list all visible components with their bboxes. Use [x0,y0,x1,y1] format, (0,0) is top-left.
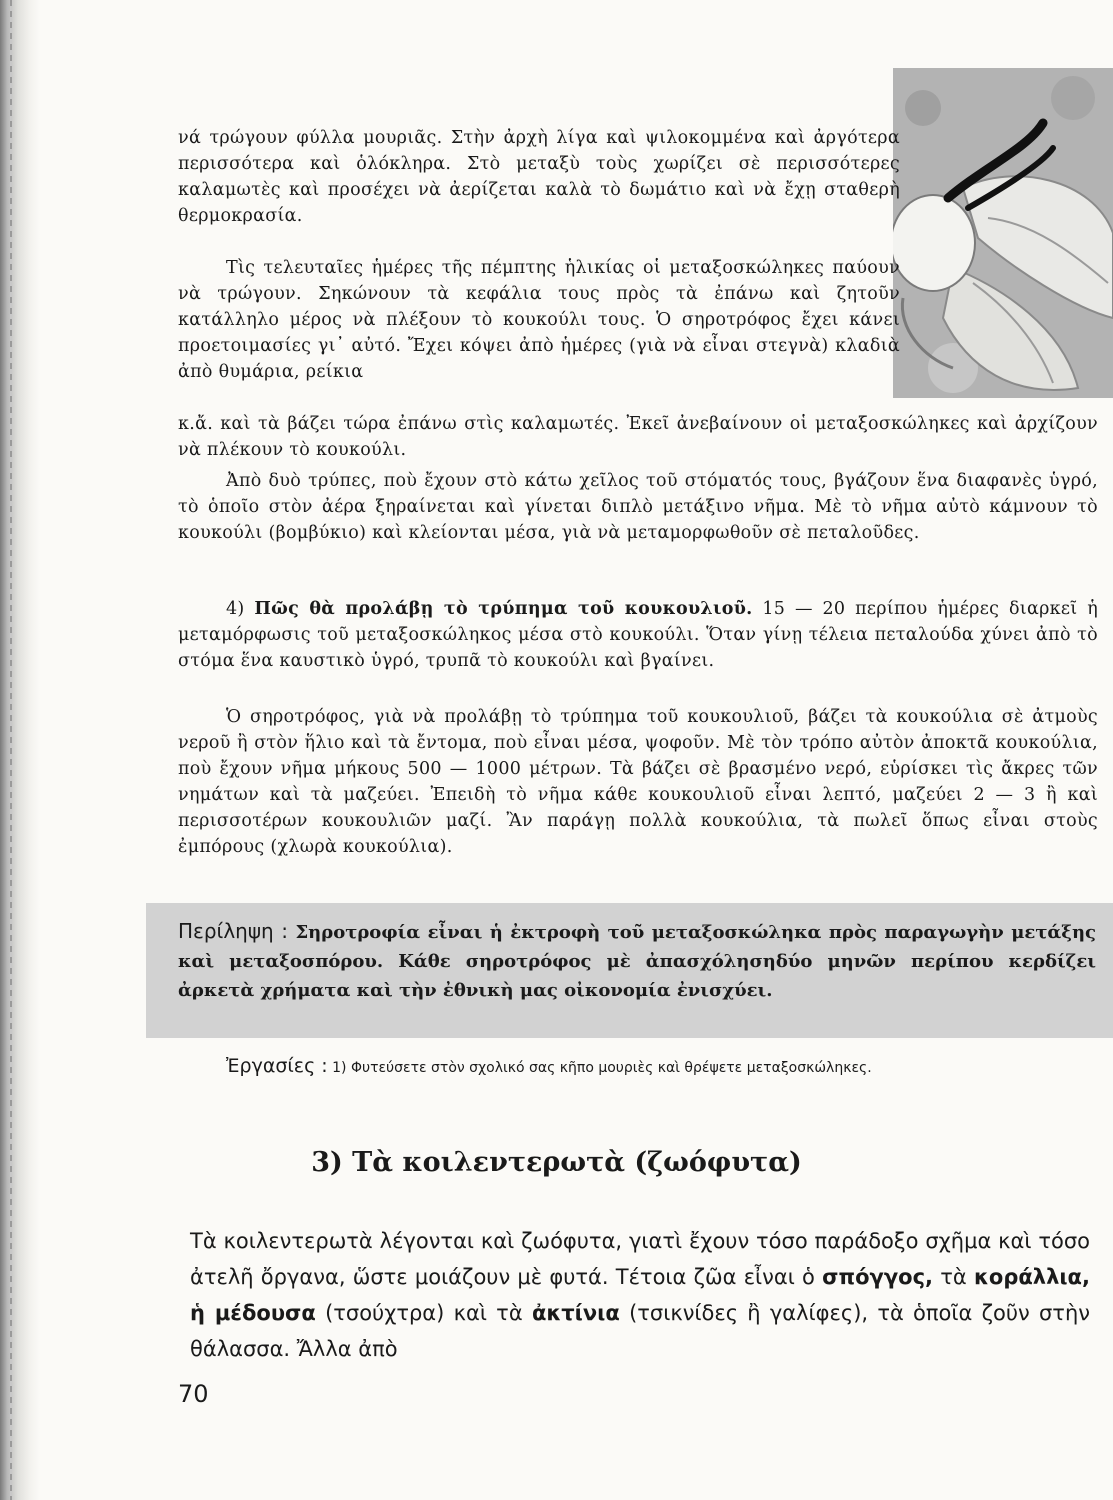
term-coral: κοράλλια, [973,1265,1090,1289]
silk-moth-illustration [893,68,1113,398]
coelenterates-text-2: τὰ [940,1265,967,1289]
tasks-label: Ἐργασίες : [226,1055,328,1077]
summary [178,917,1096,1005]
paragraph-spinning: Τὶς τελευταῖες ἡμέρες τῆς πέμπτης ἡλικίας οἱ μεταξοσκώληκες παύουν νὰ τρώγουν. Σηκώνουν τὰ κεφάλια τους πρὸς τὰ ἐπάνω καὶ ζητοῦν κατάλληλο μέρος νὰ πλέξουν τὸ κουκούλι τους. Ὁ σηροτρόφος ἔχει κάνει προετοιμασίες γι᾽ αὐτό. Ἔχει κόψει ἀπὸ ἡμέρες (γιὰ νὰ εἶναι στεγνὰ) κλαδιὰ ἀπὸ θυμάρια, ρείκια [178,258,900,382]
coelenterates-text-4: (τσικνίδες ἢ γαλίφες), τὰ ὁποῖα ζοῦν στὴν θάλασσα. Ἄλλα ἀπὸ [190,1301,1090,1361]
coelenterates-text-1: Τὰ κοιλεντερωτὰ λέγονται καὶ ζωόφυτα, γιατὶ ἔχουν τόσο παράδοξο σχῆμα καὶ τόσο ἀτελῆ ὄργανα, ὥστε μοιάζουν μὲ φυτά. Τέτοια ζῶα εἶναι ὁ [190,1229,1090,1289]
section-heading: 3) Τὰ κοιλεντερωτὰ (ζωόφυτα) [311,1147,802,1178]
page-binding-edge [0,0,40,1500]
summary-label: Περίληψη : [178,919,288,943]
term-actinia: ἀκτίνια [531,1301,620,1325]
coelenterates-text-3: (τσούχτρα) καὶ τὰ [325,1301,523,1325]
paragraph-coelenterates [190,1223,1090,1367]
tasks-text: 1) Φυτεύσετε στὸν σχολικό σας κῆπο μουριὲς καὶ θρέψετε μεταξοσκώληκες. [332,1060,872,1076]
paragraph-holes: Ἀπὸ δυὸ τρύπες, ποὺ ἔχουν στὸ κάτω χεῖλος τοῦ στόματός τους, βγάζουν ἕνα διαφανὲς ὑγρό, τὸ ὁποῖο στὸν ἀέρα ξηραίνεται καὶ γίνεται διπλὸ μετάξινο νῆμα. Μὲ τὸ νῆμα αὐτὸ κάμνουν τὸ κουκούλι (βομβύκιο) καὶ κλείονται μέσα, γιὰ νὰ μεταμορφωθοῦν σὲ πεταλοῦδες. [178,471,1098,543]
paragraph-4-heading: Πῶς θὰ προλάβῃ τὸ τρύπημα τοῦ κουκουλιοῦ. [254,599,753,619]
term-jellyfish: ἡ μέδουσα [190,1301,316,1325]
paragraph-4-number: 4) [226,599,245,619]
paragraph-feeding: νά τρώγουν φύλλα μουριᾶς. Στὴν ἀρχὴ λίγα καὶ ψιλοκομμένα καὶ ἀργότερα περισσότερα καὶ ὁλόκληρα. Στὸ μεταξὺ τοὺς χωρίζει σὲ περισσότερες καλαμωτὲς καὶ προσέχει νὰ ἀερίζεται καλὰ τὸ δωμάτιο καὶ νὰ ἔχῃ σταθερὴ θερμοκρασία. [178,128,900,226]
page-number: 70 [178,1380,209,1408]
term-sponge: σπόγγος, [822,1265,934,1289]
paragraph-4-text: 15 — 20 περίπου ἡμέρες διαρκεῖ ἡ μεταμόρφωσις τοῦ μεταξοσκώληκος μέσα στὸ κουκούλι. Ὅταν γίνῃ τέλεια πεταλούδα χύνει ἀπὸ τὸ στόμα ἕνα καυστικὸ ὑγρό, τρυπᾶ τὸ κουκούλι καὶ βγαίνει. [178,599,1098,671]
tasks [226,1052,1090,1082]
paragraph-4 [178,596,1098,674]
summary-text: Σηροτροφία εἶναι ἡ ἐκτροφὴ τοῦ μεταξοσκώληκα πρὸς παραγωγὴν μετάξης καὶ μεταξοσπόρου. Κάθε σηροτρόφος μὲ ἀπασχόλησηδύο μηνῶν περίπου κερδίζει ἀρκετὰ χρήματα καὶ τὴν ἐθνικὴ μας οἰκονομία ἐνισχύει. [178,922,1096,1001]
paragraph-sericulturist: Ὁ σηροτρόφος, γιὰ νὰ προλάβῃ τὸ τρύπημα τοῦ κουκουλιοῦ, βάζει τὰ κουκούλια σὲ ἀτμοὺς νεροῦ ἢ στὸν ἥλιο καὶ τὰ ἔντομα, ποὺ εἶναι μέσα, ψοφοῦν. Μὲ τὸν τρόπο αὐτὸν ἀποκτᾶ κουκούλια, ποὺ ἔχουν νῆμα μήκους 500 — 1000 μέτρων. Τὰ βάζει σὲ βρασμένο νερό, εὑρίσκει τὶς ἄκρες τῶν νημάτων καὶ τὰ μαζεύει. Ἐπειδὴ τὸ νῆμα κάθε κουκουλιοῦ εἶναι λεπτό, μαζεύει 2 — 3 ἢ καὶ περισσοτέρων κουκουλιῶν μαζί. Ἂν παράγῃ πολλὰ κουκούλια, τὰ πωλεῖ ὅπως εἶναι στοὺς ἐμπόρους (χλωρὰ κουκούλια). [178,707,1098,857]
paragraph-continuation: κ.ἄ. καὶ τὰ βάζει τώρα ἐπάνω στὶς καλαμωτές. Ἐκεῖ ἀνεβαίνουν οἱ μεταξοσκώληκες καὶ ἀρχίζουν νὰ πλέκουν τὸ κουκούλι. [178,414,1098,460]
